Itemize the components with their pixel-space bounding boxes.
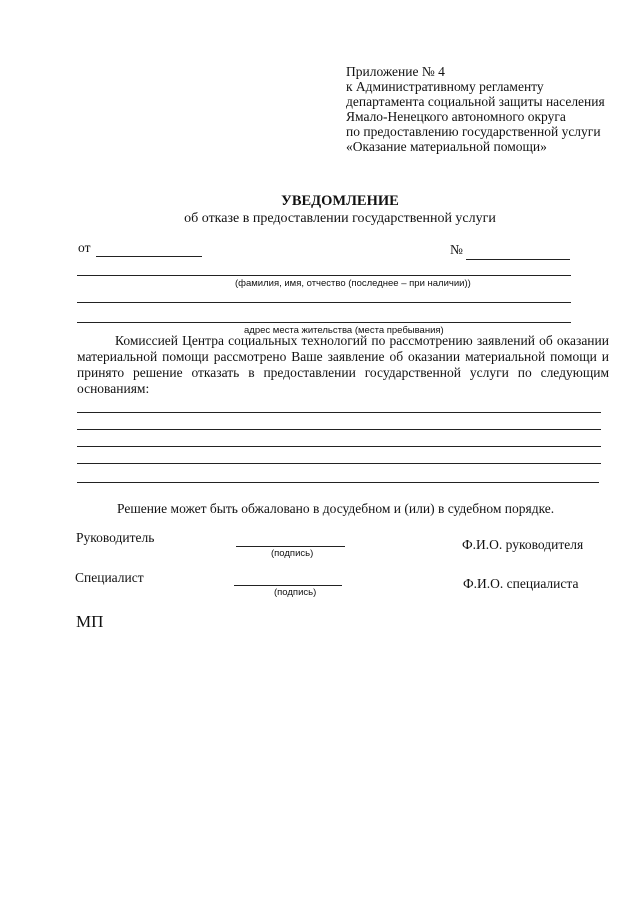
specialist-fio-label: Ф.И.О. специалиста: [463, 576, 579, 591]
name-field-line[interactable]: [77, 275, 571, 276]
grounds-field-line[interactable]: [77, 429, 601, 430]
appendix-block: [346, 64, 605, 154]
head-role-label: Руководитель: [76, 530, 155, 545]
document-subtitle: об отказе в предоставлении государственной услуги: [184, 211, 496, 226]
head-signature-line[interactable]: [236, 546, 345, 547]
number-field-line[interactable]: [466, 259, 570, 260]
stamp-place-label: МП: [76, 612, 104, 631]
grounds-field-line[interactable]: [77, 482, 599, 483]
grounds-field-line[interactable]: [77, 446, 601, 447]
grounds-field-line[interactable]: [77, 463, 601, 464]
name-caption: (фамилия, имя, отчество (последнее – при наличии)): [235, 278, 471, 289]
head-fio-label: Ф.И.О. руководителя: [462, 537, 584, 552]
grounds-field-line[interactable]: [77, 412, 601, 413]
head-signature-caption: (подпись): [271, 548, 314, 559]
specialist-role-label: Специалист: [75, 570, 144, 585]
appendix-line: «Оказание материальной помощи»: [346, 139, 547, 154]
address-field-line[interactable]: [77, 322, 571, 323]
address-field-line[interactable]: [77, 302, 571, 303]
address-caption: адрес места жительства (места пребывания): [244, 325, 444, 336]
appendix-line: к Административному регламенту: [346, 79, 544, 94]
specialist-signature-line[interactable]: [234, 585, 342, 586]
appendix-line: по предоставлению государственной услуги: [346, 124, 601, 139]
document-title: УВЕДОМЛЕНИЕ: [281, 193, 399, 209]
appendix-number: Приложение № 4: [346, 64, 445, 79]
appendix-line: департамента социальной защиты населения: [346, 94, 605, 109]
number-label: №: [450, 242, 463, 257]
appeal-notice: Решение может быть обжаловано в досудебном и (или) в судебном порядке.: [117, 501, 555, 516]
appendix-line: Ямало-Ненецкого автономного округа: [346, 109, 566, 124]
specialist-signature-caption: (подпись): [274, 587, 317, 598]
from-label: от: [78, 240, 91, 255]
date-field-line[interactable]: [96, 256, 202, 257]
body-paragraph: Комиссией Центра социальных технологий по рассмотрению заявлений об оказании материальной помощи рассмотрено Ваше заявление об оказании материальной помощи и принято решение отказать в предоставлении государственной услуги по следующим основаниям:: [77, 333, 609, 396]
